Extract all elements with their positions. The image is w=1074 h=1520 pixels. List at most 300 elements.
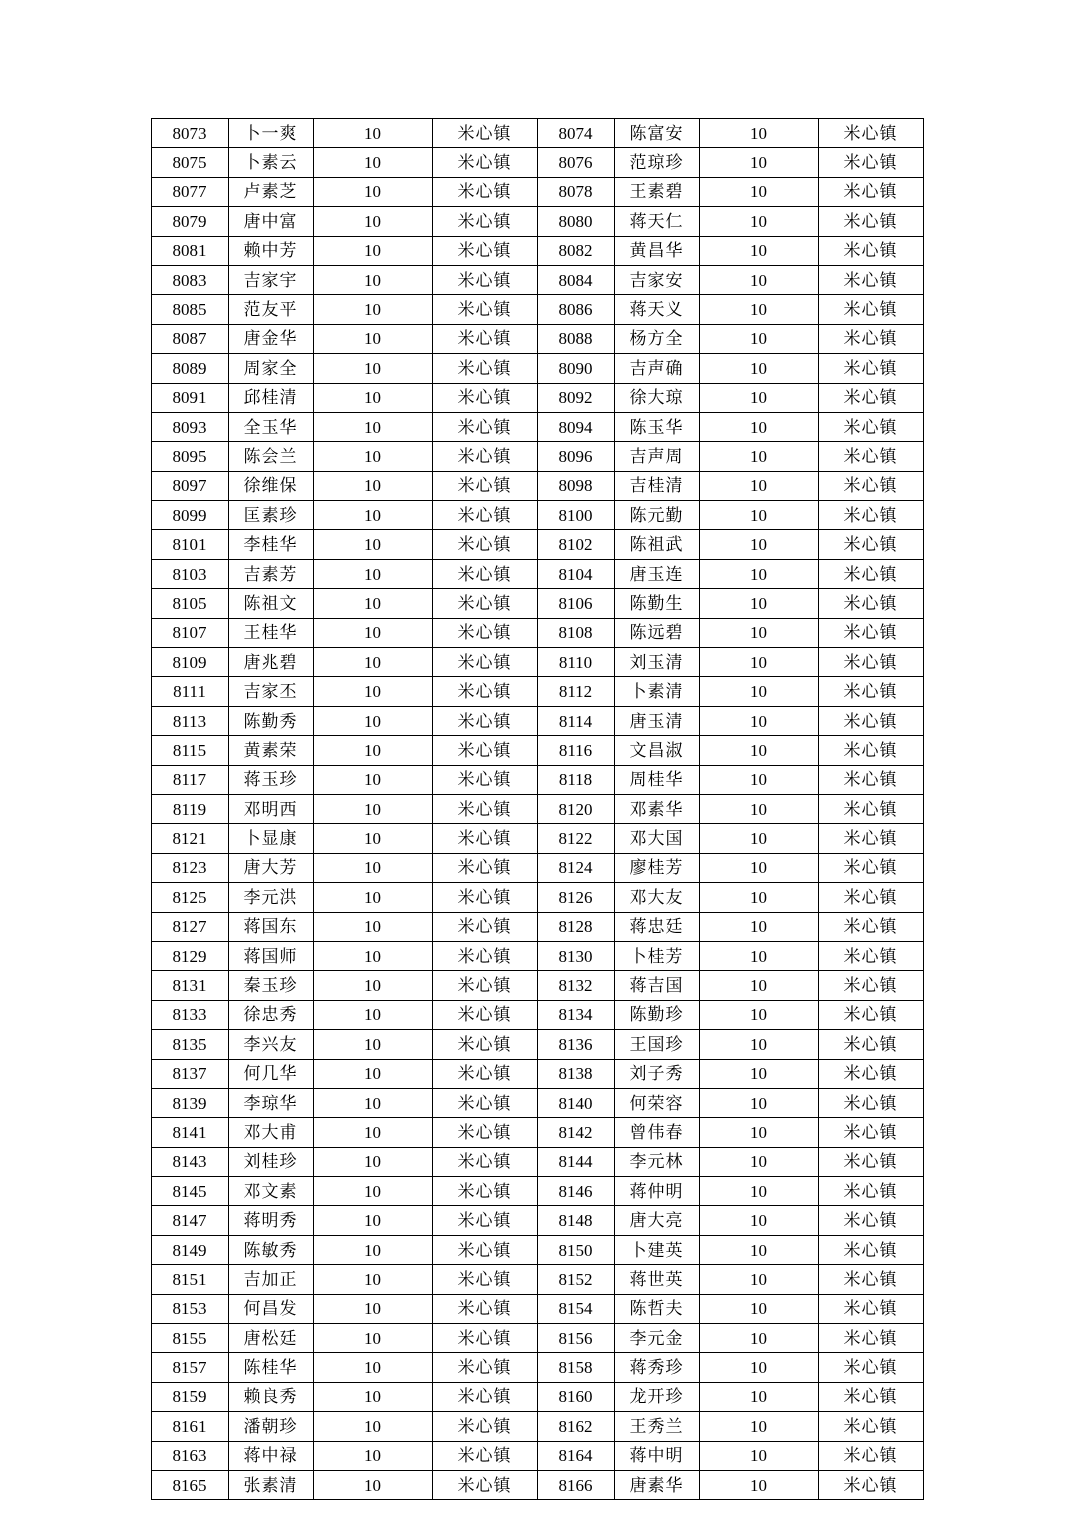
cell-id: 8076 <box>537 148 614 177</box>
cell-amount: 10 <box>313 1000 432 1029</box>
cell-amount: 10 <box>313 1294 432 1323</box>
table-row <box>151 324 923 353</box>
cell-name: 吉加正 <box>228 1265 313 1294</box>
cell-id: 8107 <box>151 618 228 647</box>
cell-town: 米心镇 <box>432 794 537 823</box>
cell-id: 8105 <box>151 589 228 618</box>
cell-name: 蒋玉珍 <box>228 765 313 794</box>
cell-name: 吉家宇 <box>228 265 313 294</box>
table-row <box>151 1412 923 1441</box>
table-row <box>151 1470 923 1499</box>
cell-town: 米心镇 <box>818 471 923 500</box>
cell-id: 8161 <box>151 1412 228 1441</box>
cell-id: 8134 <box>537 1000 614 1029</box>
cell-id: 8091 <box>151 383 228 412</box>
cell-name: 唐金华 <box>228 324 313 353</box>
cell-amount: 10 <box>699 1059 818 1088</box>
cell-id: 8152 <box>537 1265 614 1294</box>
cell-town: 米心镇 <box>818 1353 923 1382</box>
cell-amount: 10 <box>699 1265 818 1294</box>
cell-amount: 10 <box>699 1118 818 1147</box>
cell-id: 8109 <box>151 648 228 677</box>
cell-town: 米心镇 <box>432 1470 537 1499</box>
cell-town: 米心镇 <box>818 265 923 294</box>
cell-id: 8147 <box>151 1206 228 1235</box>
cell-id: 8080 <box>537 207 614 236</box>
cell-id: 8164 <box>537 1441 614 1470</box>
cell-town: 米心镇 <box>818 501 923 530</box>
cell-amount: 10 <box>699 765 818 794</box>
cell-amount: 10 <box>313 941 432 970</box>
cell-amount: 10 <box>313 559 432 588</box>
roster-table-body <box>151 119 923 1500</box>
cell-name: 蒋中明 <box>614 1441 699 1470</box>
cell-amount: 10 <box>313 1353 432 1382</box>
cell-name: 刘桂珍 <box>228 1147 313 1176</box>
cell-amount: 10 <box>699 295 818 324</box>
cell-id: 8165 <box>151 1470 228 1499</box>
cell-amount: 10 <box>699 1030 818 1059</box>
cell-name: 邓大友 <box>614 883 699 912</box>
cell-name: 陈桂华 <box>228 1353 313 1382</box>
table-row <box>151 912 923 941</box>
table-row <box>151 412 923 441</box>
cell-town: 米心镇 <box>818 1000 923 1029</box>
cell-amount: 10 <box>699 324 818 353</box>
cell-id: 8099 <box>151 501 228 530</box>
cell-id: 8110 <box>537 648 614 677</box>
cell-amount: 10 <box>313 853 432 882</box>
cell-town: 米心镇 <box>432 1353 537 1382</box>
cell-amount: 10 <box>313 236 432 265</box>
cell-id: 8101 <box>151 530 228 559</box>
cell-name: 陈勤生 <box>614 589 699 618</box>
cell-town: 米心镇 <box>818 530 923 559</box>
cell-name: 蒋仲明 <box>614 1177 699 1206</box>
cell-amount: 10 <box>699 442 818 471</box>
cell-id: 8095 <box>151 442 228 471</box>
cell-id: 8093 <box>151 412 228 441</box>
table-row <box>151 1353 923 1382</box>
table-row <box>151 1265 923 1294</box>
cell-amount: 10 <box>699 412 818 441</box>
table-row <box>151 1441 923 1470</box>
cell-id: 8092 <box>537 383 614 412</box>
cell-amount: 10 <box>313 912 432 941</box>
cell-name: 黄昌华 <box>614 236 699 265</box>
cell-town: 米心镇 <box>432 1000 537 1029</box>
cell-town: 米心镇 <box>818 412 923 441</box>
cell-name: 陈祖文 <box>228 589 313 618</box>
table-row <box>151 354 923 383</box>
cell-id: 8119 <box>151 794 228 823</box>
cell-town: 米心镇 <box>432 677 537 706</box>
cell-town: 米心镇 <box>432 883 537 912</box>
cell-name: 范琼珍 <box>614 148 699 177</box>
cell-id: 8073 <box>151 119 228 148</box>
cell-town: 米心镇 <box>818 119 923 148</box>
cell-id: 8143 <box>151 1147 228 1176</box>
cell-name: 陈勤秀 <box>228 706 313 735</box>
cell-name: 张素清 <box>228 1470 313 1499</box>
table-row <box>151 501 923 530</box>
cell-amount: 10 <box>313 794 432 823</box>
cell-town: 米心镇 <box>818 442 923 471</box>
cell-town: 米心镇 <box>432 324 537 353</box>
table-row <box>151 824 923 853</box>
cell-id: 8142 <box>537 1118 614 1147</box>
cell-id: 8163 <box>151 1441 228 1470</box>
table-row <box>151 941 923 970</box>
cell-amount: 10 <box>313 1177 432 1206</box>
cell-amount: 10 <box>313 501 432 530</box>
cell-amount: 10 <box>699 941 818 970</box>
cell-name: 唐玉清 <box>614 706 699 735</box>
cell-name: 吉素芳 <box>228 559 313 588</box>
cell-name: 蒋天义 <box>614 295 699 324</box>
cell-amount: 10 <box>313 1470 432 1499</box>
cell-town: 米心镇 <box>818 383 923 412</box>
table-row <box>151 765 923 794</box>
cell-name: 唐松廷 <box>228 1324 313 1353</box>
cell-id: 8082 <box>537 236 614 265</box>
cell-name: 李元金 <box>614 1324 699 1353</box>
cell-town: 米心镇 <box>818 824 923 853</box>
cell-name: 徐大琼 <box>614 383 699 412</box>
cell-amount: 10 <box>313 1382 432 1411</box>
table-row <box>151 1147 923 1176</box>
cell-name: 何几华 <box>228 1059 313 1088</box>
cell-amount: 10 <box>313 354 432 383</box>
cell-name: 陈远碧 <box>614 618 699 647</box>
cell-id: 8127 <box>151 912 228 941</box>
cell-id: 8112 <box>537 677 614 706</box>
cell-town: 米心镇 <box>432 1177 537 1206</box>
cell-id: 8097 <box>151 471 228 500</box>
cell-id: 8118 <box>537 765 614 794</box>
table-row <box>151 1294 923 1323</box>
cell-id: 8137 <box>151 1059 228 1088</box>
cell-name: 文昌淑 <box>614 736 699 765</box>
cell-id: 8153 <box>151 1294 228 1323</box>
cell-amount: 10 <box>313 148 432 177</box>
cell-id: 8116 <box>537 736 614 765</box>
cell-town: 米心镇 <box>432 1059 537 1088</box>
table-row <box>151 207 923 236</box>
cell-name: 匡素珍 <box>228 501 313 530</box>
cell-town: 米心镇 <box>818 648 923 677</box>
cell-name: 李桂华 <box>228 530 313 559</box>
cell-amount: 10 <box>313 471 432 500</box>
cell-name: 蒋世英 <box>614 1265 699 1294</box>
cell-amount: 10 <box>699 530 818 559</box>
cell-amount: 10 <box>313 265 432 294</box>
cell-town: 米心镇 <box>432 442 537 471</box>
cell-id: 8150 <box>537 1235 614 1264</box>
cell-town: 米心镇 <box>818 236 923 265</box>
cell-id: 8074 <box>537 119 614 148</box>
cell-amount: 10 <box>313 618 432 647</box>
cell-amount: 10 <box>313 1147 432 1176</box>
cell-town: 米心镇 <box>432 148 537 177</box>
cell-town: 米心镇 <box>432 853 537 882</box>
cell-amount: 10 <box>699 824 818 853</box>
cell-town: 米心镇 <box>432 1088 537 1117</box>
cell-town: 米心镇 <box>818 912 923 941</box>
cell-name: 秦玉珍 <box>228 971 313 1000</box>
cell-amount: 10 <box>313 1118 432 1147</box>
cell-id: 8083 <box>151 265 228 294</box>
cell-town: 米心镇 <box>818 324 923 353</box>
cell-name: 何昌发 <box>228 1294 313 1323</box>
table-row <box>151 853 923 882</box>
cell-id: 8113 <box>151 706 228 735</box>
cell-town: 米心镇 <box>432 589 537 618</box>
cell-name: 蒋国东 <box>228 912 313 941</box>
cell-name: 徐忠秀 <box>228 1000 313 1029</box>
cell-name: 邓明西 <box>228 794 313 823</box>
cell-amount: 10 <box>699 1470 818 1499</box>
cell-amount: 10 <box>699 971 818 1000</box>
cell-town: 米心镇 <box>818 1265 923 1294</box>
cell-id: 8154 <box>537 1294 614 1323</box>
table-row <box>151 559 923 588</box>
cell-town: 米心镇 <box>432 177 537 206</box>
cell-town: 米心镇 <box>432 207 537 236</box>
table-row <box>151 295 923 324</box>
cell-name: 邓文素 <box>228 1177 313 1206</box>
cell-town: 米心镇 <box>432 941 537 970</box>
cell-amount: 10 <box>313 1059 432 1088</box>
cell-amount: 10 <box>313 706 432 735</box>
cell-id: 8136 <box>537 1030 614 1059</box>
cell-town: 米心镇 <box>818 589 923 618</box>
cell-town: 米心镇 <box>818 1235 923 1264</box>
cell-id: 8132 <box>537 971 614 1000</box>
cell-id: 8088 <box>537 324 614 353</box>
cell-id: 8094 <box>537 412 614 441</box>
cell-town: 米心镇 <box>818 1030 923 1059</box>
cell-town: 米心镇 <box>818 1412 923 1441</box>
cell-town: 米心镇 <box>818 559 923 588</box>
cell-town: 米心镇 <box>432 501 537 530</box>
cell-amount: 10 <box>313 295 432 324</box>
cell-amount: 10 <box>699 1294 818 1323</box>
roster-table <box>151 118 924 1500</box>
cell-town: 米心镇 <box>432 1147 537 1176</box>
cell-town: 米心镇 <box>432 236 537 265</box>
cell-name: 邱桂清 <box>228 383 313 412</box>
cell-town: 米心镇 <box>432 119 537 148</box>
cell-id: 8146 <box>537 1177 614 1206</box>
table-row <box>151 1177 923 1206</box>
cell-town: 米心镇 <box>432 1235 537 1264</box>
cell-town: 米心镇 <box>818 677 923 706</box>
cell-amount: 10 <box>699 706 818 735</box>
cell-town: 米心镇 <box>432 265 537 294</box>
cell-town: 米心镇 <box>432 1441 537 1470</box>
cell-id: 8125 <box>151 883 228 912</box>
table-row <box>151 442 923 471</box>
cell-name: 周桂华 <box>614 765 699 794</box>
table-row <box>151 1030 923 1059</box>
cell-id: 8126 <box>537 883 614 912</box>
cell-id: 8096 <box>537 442 614 471</box>
cell-town: 米心镇 <box>818 1441 923 1470</box>
cell-name: 何荣容 <box>614 1088 699 1117</box>
cell-name: 陈勤珍 <box>614 1000 699 1029</box>
cell-name: 吉声周 <box>614 442 699 471</box>
cell-amount: 10 <box>313 648 432 677</box>
cell-town: 米心镇 <box>818 295 923 324</box>
cell-name: 赖良秀 <box>228 1382 313 1411</box>
cell-amount: 10 <box>313 589 432 618</box>
cell-amount: 10 <box>699 1441 818 1470</box>
table-row <box>151 706 923 735</box>
cell-name: 唐大亮 <box>614 1206 699 1235</box>
cell-id: 8151 <box>151 1265 228 1294</box>
cell-name: 陈祖武 <box>614 530 699 559</box>
cell-amount: 10 <box>699 177 818 206</box>
cell-name: 卜素清 <box>614 677 699 706</box>
cell-id: 8130 <box>537 941 614 970</box>
cell-town: 米心镇 <box>818 794 923 823</box>
cell-id: 8121 <box>151 824 228 853</box>
cell-amount: 10 <box>699 1324 818 1353</box>
cell-amount: 10 <box>313 177 432 206</box>
cell-id: 8102 <box>537 530 614 559</box>
table-row <box>151 1088 923 1117</box>
cell-name: 曾伟春 <box>614 1118 699 1147</box>
cell-town: 米心镇 <box>432 1206 537 1235</box>
cell-town: 米心镇 <box>432 824 537 853</box>
cell-id: 8100 <box>537 501 614 530</box>
table-row <box>151 1206 923 1235</box>
table-row <box>151 1000 923 1029</box>
cell-id: 8162 <box>537 1412 614 1441</box>
cell-name: 卜一爽 <box>228 119 313 148</box>
cell-town: 米心镇 <box>432 471 537 500</box>
cell-name: 蒋忠廷 <box>614 912 699 941</box>
cell-amount: 10 <box>699 501 818 530</box>
cell-amount: 10 <box>699 383 818 412</box>
cell-name: 吉家丕 <box>228 677 313 706</box>
cell-town: 米心镇 <box>818 765 923 794</box>
cell-name: 吉家安 <box>614 265 699 294</box>
table-row <box>151 530 923 559</box>
cell-name: 刘玉清 <box>614 648 699 677</box>
cell-id: 8078 <box>537 177 614 206</box>
cell-id: 8115 <box>151 736 228 765</box>
cell-town: 米心镇 <box>818 1382 923 1411</box>
cell-town: 米心镇 <box>432 648 537 677</box>
cell-name: 潘朝珍 <box>228 1412 313 1441</box>
cell-amount: 10 <box>699 589 818 618</box>
cell-town: 米心镇 <box>818 148 923 177</box>
cell-name: 龙开珍 <box>614 1382 699 1411</box>
cell-name: 刘子秀 <box>614 1059 699 1088</box>
cell-amount: 10 <box>313 971 432 1000</box>
cell-town: 米心镇 <box>432 912 537 941</box>
table-row <box>151 1324 923 1353</box>
table-row <box>151 971 923 1000</box>
cell-amount: 10 <box>699 236 818 265</box>
cell-id: 8129 <box>151 941 228 970</box>
cell-amount: 10 <box>699 1000 818 1029</box>
cell-town: 米心镇 <box>432 736 537 765</box>
cell-town: 米心镇 <box>818 1147 923 1176</box>
cell-id: 8085 <box>151 295 228 324</box>
cell-amount: 10 <box>313 119 432 148</box>
cell-name: 卢素芝 <box>228 177 313 206</box>
cell-amount: 10 <box>699 883 818 912</box>
cell-name: 陈哲夫 <box>614 1294 699 1323</box>
cell-id: 8128 <box>537 912 614 941</box>
cell-id: 8145 <box>151 1177 228 1206</box>
cell-id: 8081 <box>151 236 228 265</box>
cell-name: 唐大芳 <box>228 853 313 882</box>
cell-id: 8077 <box>151 177 228 206</box>
cell-amount: 10 <box>699 207 818 236</box>
cell-amount: 10 <box>313 736 432 765</box>
cell-name: 邓大国 <box>614 824 699 853</box>
cell-town: 米心镇 <box>818 618 923 647</box>
cell-id: 8155 <box>151 1324 228 1353</box>
cell-town: 米心镇 <box>818 853 923 882</box>
cell-amount: 10 <box>313 207 432 236</box>
table-row <box>151 177 923 206</box>
cell-town: 米心镇 <box>818 1206 923 1235</box>
cell-name: 李元洪 <box>228 883 313 912</box>
cell-town: 米心镇 <box>432 1265 537 1294</box>
table-row <box>151 1059 923 1088</box>
cell-amount: 10 <box>313 1324 432 1353</box>
cell-amount: 10 <box>699 648 818 677</box>
cell-name: 唐素华 <box>614 1470 699 1499</box>
cell-town: 米心镇 <box>432 530 537 559</box>
cell-amount: 10 <box>699 1235 818 1264</box>
cell-town: 米心镇 <box>818 1177 923 1206</box>
table-row <box>151 471 923 500</box>
cell-town: 米心镇 <box>432 765 537 794</box>
cell-town: 米心镇 <box>818 1059 923 1088</box>
cell-id: 8123 <box>151 853 228 882</box>
cell-name: 陈敏秀 <box>228 1235 313 1264</box>
cell-name: 杨方全 <box>614 324 699 353</box>
cell-town: 米心镇 <box>432 706 537 735</box>
cell-name: 唐兆碧 <box>228 648 313 677</box>
cell-amount: 10 <box>313 442 432 471</box>
cell-amount: 10 <box>699 677 818 706</box>
cell-id: 8158 <box>537 1353 614 1382</box>
cell-town: 米心镇 <box>432 1324 537 1353</box>
cell-id: 8144 <box>537 1147 614 1176</box>
table-row <box>151 589 923 618</box>
cell-amount: 10 <box>313 824 432 853</box>
cell-name: 卜建英 <box>614 1235 699 1264</box>
cell-id: 8089 <box>151 354 228 383</box>
cell-amount: 10 <box>313 530 432 559</box>
cell-amount: 10 <box>313 324 432 353</box>
cell-id: 8139 <box>151 1088 228 1117</box>
cell-amount: 10 <box>313 765 432 794</box>
cell-id: 8114 <box>537 706 614 735</box>
table-row <box>151 794 923 823</box>
cell-town: 米心镇 <box>432 1294 537 1323</box>
cell-amount: 10 <box>699 1412 818 1441</box>
cell-amount: 10 <box>313 1441 432 1470</box>
cell-id: 8104 <box>537 559 614 588</box>
